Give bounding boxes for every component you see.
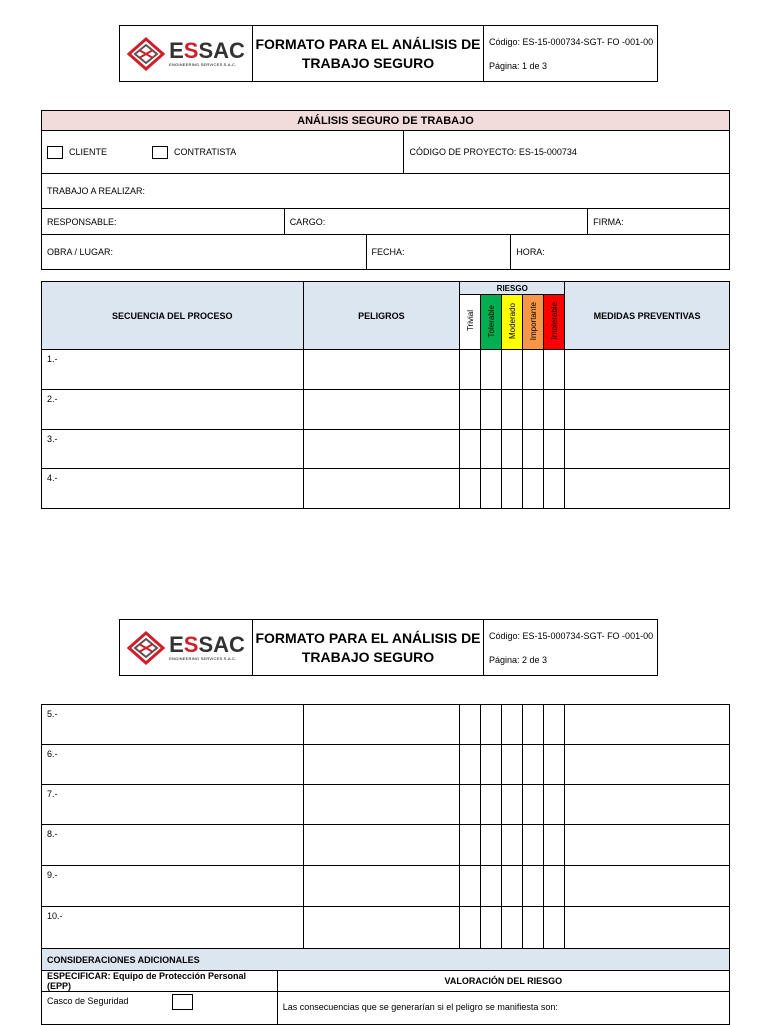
table-row [42, 705, 730, 745]
document-title: FORMATO PARA EL ANÁLISIS DE TRABAJO SEGURO [253, 620, 484, 675]
table-row [42, 907, 730, 949]
fecha-field[interactable]: FECHA: [366, 235, 511, 270]
col-medidas-header: MEDIDAS PREVENTIVAS [565, 282, 730, 350]
risk-level-moderado: Moderado [502, 295, 523, 350]
row-number[interactable]: 2.- [42, 390, 304, 430]
row-number[interactable]: 8.- [42, 825, 304, 866]
essac-emblem-icon [127, 37, 165, 71]
essac-emblem-icon [127, 631, 165, 665]
ast-info-table [41, 110, 730, 270]
risk-table-page-2 [41, 704, 730, 949]
risk-level-intolerable: Intolerable [544, 295, 565, 350]
obra-lugar-field[interactable]: OBRA / LUGAR: [42, 235, 367, 270]
header-page-2 [119, 619, 658, 676]
row-number[interactable]: 9.- [42, 866, 304, 907]
table-row [42, 745, 730, 785]
cargo-field[interactable]: CARGO: [284, 209, 587, 235]
table-row [42, 866, 730, 907]
risk-table-page-1 [41, 281, 730, 509]
trabajo-a-realizar-field[interactable]: TRABAJO A REALIZAR: [42, 174, 730, 209]
document-code: Código: ES-15-000734-SGT- FO -001-00 [489, 36, 654, 47]
col-secuencia-header: SECUENCIA DEL PROCESO [42, 282, 304, 350]
firma-field[interactable]: FIRMA: [588, 209, 730, 235]
logo-subtitle: ENGINEERING SERVICES S.A.C. [169, 656, 237, 661]
cliente-label: CLIENTE [69, 146, 108, 157]
codigo-proyecto: CÓDIGO DE PROYECTO: ES-15-000734 [404, 131, 730, 174]
row-number[interactable]: 7.- [42, 785, 304, 825]
risk-level-tolerable: Tolerable [481, 295, 502, 350]
cliente-checkbox[interactable] [47, 146, 63, 159]
page-number: Página: 1 de 3 [489, 60, 548, 71]
casco-label: Casco de Seguridad [47, 996, 129, 1006]
logo-subtitle: ENGINEERING SERVICES S.A.C. [169, 62, 237, 67]
row-number[interactable]: 3.- [42, 430, 304, 469]
responsable-field[interactable]: RESPONSABLE: [42, 209, 285, 235]
ast-title: ANÁLISIS SEGURO DE TRABAJO [42, 111, 730, 131]
col-peligros-header: PELIGROS [303, 282, 460, 350]
table-row [42, 825, 730, 866]
especificar-epp-label: ESPECIFICAR: Equipo de Protección Personal (EPP) [42, 971, 278, 992]
row-number[interactable]: 1.- [42, 350, 304, 390]
table-row [42, 430, 730, 469]
risk-level-trivial: Trivial [460, 295, 481, 350]
table-row [42, 785, 730, 825]
company-logo: ESSAC ENGINEERING SERVICES S.A.C. [120, 620, 253, 675]
row-number[interactable]: 4.- [42, 469, 304, 509]
table-row [42, 390, 730, 430]
row-number[interactable]: 5.- [42, 705, 304, 745]
table-row [42, 350, 730, 390]
company-logo: ESSAC ENGINEERING SERVICES S.A.C. [120, 26, 253, 81]
document-title: FORMATO PARA EL ANÁLISIS DE TRABAJO SEGURO [253, 26, 484, 81]
document-code: Código: ES-15-000734-SGT- FO -001-00 [489, 630, 654, 641]
contratista-label: CONTRATISTA [174, 146, 237, 157]
valoracion-riesgo-header: VALORACIÓN DEL RIESGO [277, 971, 729, 992]
page-number: Página: 2 de 3 [489, 654, 548, 665]
hora-field[interactable]: HORA: [511, 235, 730, 270]
consecuencias-text: Las consecuencias que se generarían si el peligro se manifiesta son: [277, 992, 729, 1025]
row-number[interactable]: 6.- [42, 745, 304, 785]
casco-checkbox[interactable] [172, 994, 193, 1010]
risk-level-importante: Importante [523, 295, 544, 350]
row-number[interactable]: 10.- [42, 907, 304, 949]
consideraciones-header: CONSIDERACIONES ADICIONALES [42, 949, 730, 971]
col-riesgo-header: RIESGO [460, 282, 565, 295]
header-page-1 [119, 25, 658, 82]
table-row [42, 469, 730, 509]
consideraciones-table [41, 948, 730, 1025]
contratista-checkbox[interactable] [152, 146, 168, 159]
